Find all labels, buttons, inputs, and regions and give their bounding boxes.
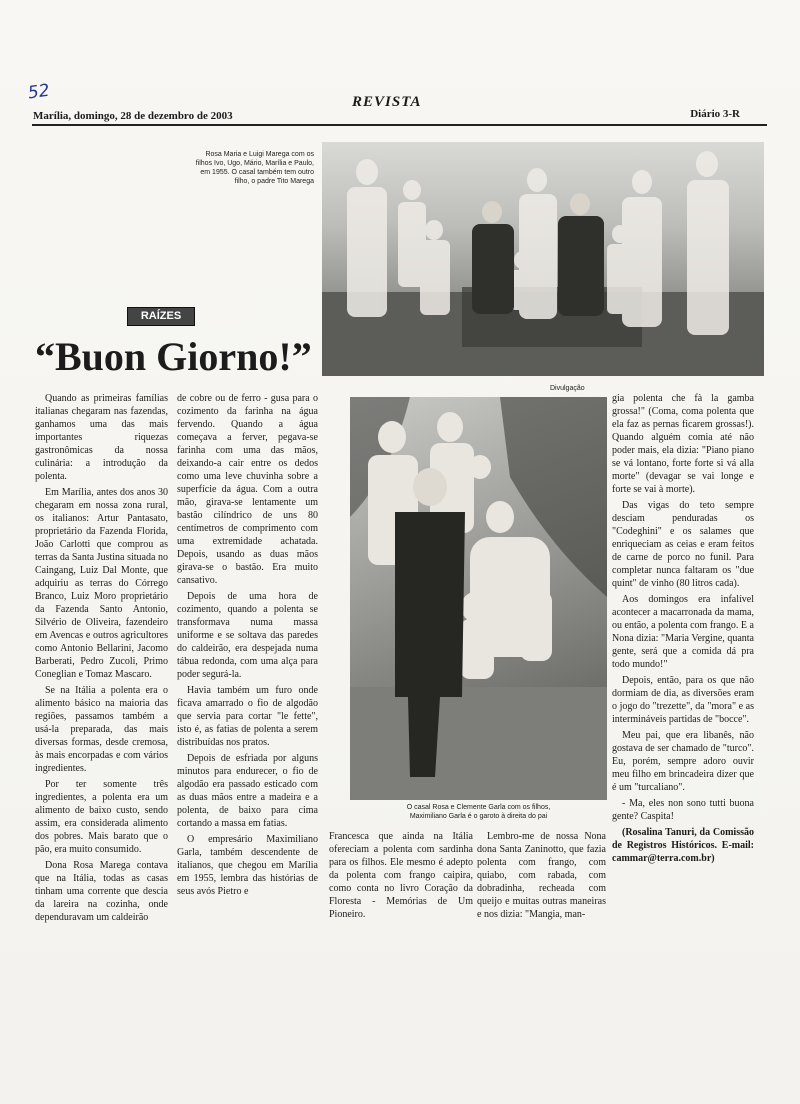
photo1-caption: Rosa Maria e Luigi Marega com os filhos Ivo, Ugo, Mário, Marília e Paulo, em 1955. O casal também tem outro filho, o padre Tito Marega <box>195 151 314 185</box>
photo2-caption-line-1: O casal Rosa e Clemente Garla com os filhos, <box>406 804 551 811</box>
header-page-number: Diário 3-R <box>690 108 740 120</box>
photo2-caption-line-2: Maximiliano Garla é o garoto à direita do pai <box>409 813 548 820</box>
photo2-caption <box>350 803 607 821</box>
paragraph: - Ma, eles non sono tutti buona gente? Caspita! <box>612 798 754 822</box>
article-column-3 <box>329 830 473 924</box>
header-rule <box>32 124 767 126</box>
paragraph: Depois de uma hora de cozimento, quando a polenta se transformava numa massa uniforme e se soltava das paredes do caldeirão, era despejada numa tábua redonda, com uma alça para poder segurá-la. <box>177 591 318 680</box>
paragraph: Lembro-me de nossa Nona dona Santa Zaninotto, que fazia polenta com frango, com quiabo, com rabada, com dobradinha, recheada com queijo e muitas outras maneiras e nos dizia: "Mangia, man- <box>477 831 606 920</box>
paragraph: Dona Rosa Marega contava que na Itália, todas as casas tinham uma corrente que descia da lareira na cozinha, onde dependuravam um caldeirão <box>35 860 168 923</box>
handwritten-page-number: 52 <box>26 80 51 104</box>
family-photo-illustration <box>322 142 764 376</box>
photo-credit: Divulgação <box>550 385 585 392</box>
paragraph: Quando as primeiras famílias italianas chegaram nas fazendas, ganhamos uma das mais importantes riquezas gastronômicas da nossa culinária: a introdução da polenta. <box>35 393 168 482</box>
paragraph: Das vigas do teto sempre desciam penduradas os "Codeghini" e os salames que enriqueciam as ceias e eram feitos de carne de porco no funil. Para completar nunca faltaram os "due quint" de vinho (80 litros cada). <box>612 500 754 589</box>
paragraph: O empresário Maximiliano Garla, também descendente de italianos, que chegou em Marília em 1955, lembra das histórias de seus avós Pietro e <box>177 834 318 897</box>
paragraph: Se na Itália a polenta era o alimento básico na maioria das regiões, passamos também a usá-la preparada, das mais diversas formas, desde cremosa, às mais encorpadas e com vários ingredientes. <box>35 685 168 774</box>
section-tag: RAÍZES <box>127 307 195 326</box>
paragraph: de cobre ou de ferro - gusa para o cozimento da farinha na água fervendo. Quando a água começava a ferver, pegava-se farinha com uma das mãos, deixando-a cair entre os dedos como uma leve chuvinha sobre a superfície da água. Com a outra mão, girava-se lentamente um bastão cilíndrico de uns 80 centímetros de comprimento com uma extremidade achatada. Depois, usando as duas mãos girava-se o bastão. Era muito cansativo. <box>177 393 318 586</box>
paragraph: Aos domingos era infalível acontecer a macarronada da mama, ou então, a polenta com frango. E a Nona dizia: "Maria Vergine, quanta gente, será que a comida dá pra todo mundo!" <box>612 594 754 670</box>
article-column-1 <box>35 392 168 927</box>
header-location-date: Marília, domingo, 28 de dezembro de 2003 <box>33 110 233 122</box>
paragraph: Havia também um furo onde ficava amarrado o fio de algodão que servia para cortar "le fette", isto é, as fatias de polenta a serem distribuídas nos pratos. <box>177 685 318 748</box>
paragraph: Depois, então, para os que não dormiam de dia, as diversões eram o jogo do "trezette", da "mora" e as intermináveis partidas de "bocce". <box>612 675 754 725</box>
paragraph: Meu pai, que era libanês, não gostava de ser chamado de "turco". Eu, porém, sempre adoro ouvir meu filho em brincadeira dizer que é um "turcaliano". <box>612 730 754 793</box>
article-column-2 <box>177 392 318 901</box>
paragraph: Depois de esfriada por alguns minutos para endurecer, o fio de algodão era passado esticado com as duas mãos entre a madeira e a polenta, de baixo para cima cortando a massa em fatias. <box>177 753 318 829</box>
paragraph: gia polenta che fà la gamba grossa!" (Coma, coma polenta que ela faz as pernas ficarem grossas!). Quando alguém comia até não poder mais, ela dizia: "Piano piano se vá lontano, forte forte si vá alla morte" (devagar se vai longe e forte se vai à morte). <box>612 393 754 495</box>
headline: “Buon Giorno!” <box>35 334 312 379</box>
family-photo-2-illustration <box>350 397 607 800</box>
family-photo-marega <box>322 142 764 376</box>
paragraph: Em Marília, antes dos anos 30 chegaram em nossa zona rural, os italianos: Artur Pantasato, proprietário da Fazenda Florida, João Carlotti que comprou as terras da Santa Justina situada no Caingang, Luiz Dal Monte, que adquiriu as terras do Córrego Branco, Luiz Moro proprietário da Fazenda Santo Antonio, Silvério de Oliveira, fazendeiro em Avencas e outros agricultores como Antonio Bellarini, Jacomo Barberati, Pedro Zucoli, Primo Coneglian e Tomaz Mascaro. <box>35 487 168 680</box>
article-column-5 <box>612 392 754 868</box>
article-signature: (Rosalina Tanuri, da Comissão de Registros Históricos. E-mail: cammar@terra.com.br) <box>612 827 754 864</box>
header-section: REVISTA <box>352 94 422 110</box>
paragraph: Por ter somente três ingredientes, a polenta era um alimento de baixo custo, sendo assim, era considerada alimento dos pobres. Mais barato que o pão, era muito consumido. <box>35 779 168 855</box>
paragraph: Francesca que ainda na Itália ofereciam a polenta com sardinha para os filhos. Ele mesmo é adepto da polenta com frango caipira, como conta no livro Coração da Floresta - Memórias de Um Pioneiro. <box>329 831 473 920</box>
family-photo-garla <box>350 397 607 800</box>
article-column-4 <box>477 830 606 924</box>
